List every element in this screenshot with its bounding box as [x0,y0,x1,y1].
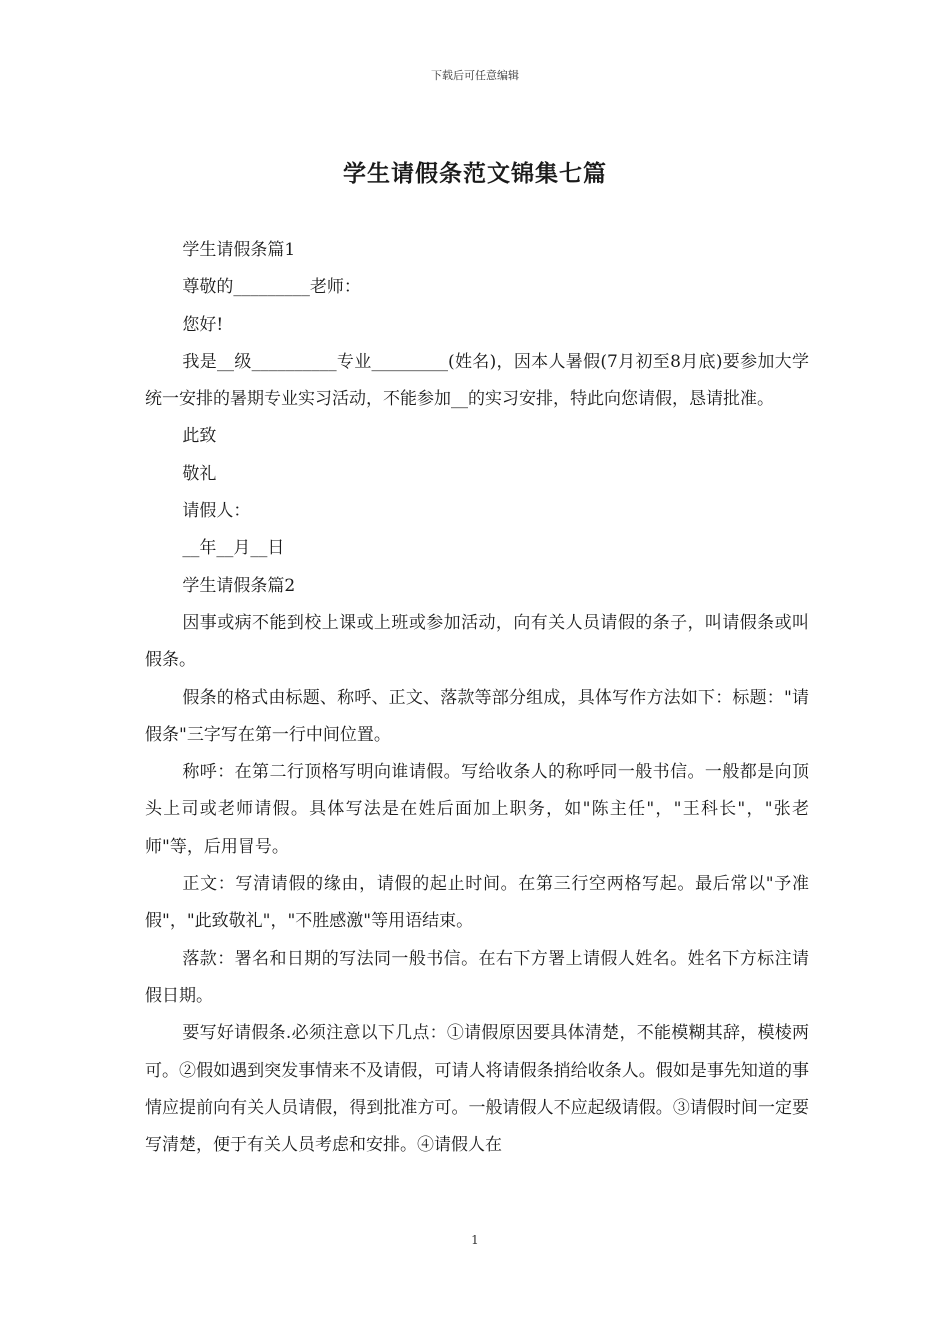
body-paragraph: 正文：写清请假的缘由，请假的起止时间。在第三行空两格写起。最后常以"予准假"，"此致敬礼"，"不胜感激"等用语结束。 [145,874,809,932]
section-heading: 学生请假条篇2 [182,575,296,596]
body-paragraph: 称呼：在第二行顶格写明向谁请假。写给收条人的称呼同一般书信。一般都是向顶头上司或老师请假。具体写法是在姓后面加上职务，如"陈主任"，"王科长"，"张老师"等，后用冒号。 [145,762,809,857]
body-paragraph: 要写好请假条.必须注意以下几点：①请假原因要具体清楚，不能模糊其辞，模棱两可。②假如遇到突发事情来不及请假，可请人将请假条捎给收条人。假如是事先知道的事情应提前向有关人员请假，得到批准方可。一般请假人不应起级请假。③请假时间一定要写清楚，便于有关人员考虑和安排。④请假人在 [145,1023,809,1156]
date-line: __年__月__日 [182,538,285,559]
closing-regards: 敬礼 [182,463,217,484]
signature-line: 请假人： [182,501,251,522]
body-paragraph: 假条的格式由标题、称呼、正文、落款等部分组成，具体写作方法如下：标题："请假条"三字写在第一行中间位置。 [145,687,809,745]
greeting: 您好! [182,314,224,335]
section-heading: 学生请假条篇1 [182,240,296,260]
header-note: 下载后可任意编辑 [431,69,519,82]
salutation: 尊敬的_________老师： [182,277,361,298]
body-paragraph: 我是__级__________专业_________(姓名)，因本人暑假(7月初至8月底)要参加大学统一安排的暑期专业实习活动，不能参加__的实习安排，特此向您请假，恳请批准。 [145,351,809,410]
body-paragraph: 因事或病不能到校上课或上班或参加活动，向有关人员请假的条子，叫请假条或叫假条。 [145,612,809,671]
document-title: 学生请假条范文锦集七篇 [343,160,607,187]
page-number: 1 [471,1233,479,1247]
closing-line: 此致 [182,426,217,447]
body-paragraph: 落款：署名和日期的写法同一般书信。在右下方署上请假人姓名。姓名下方标注请假日期。 [145,948,809,1006]
document-body [145,232,809,1164]
